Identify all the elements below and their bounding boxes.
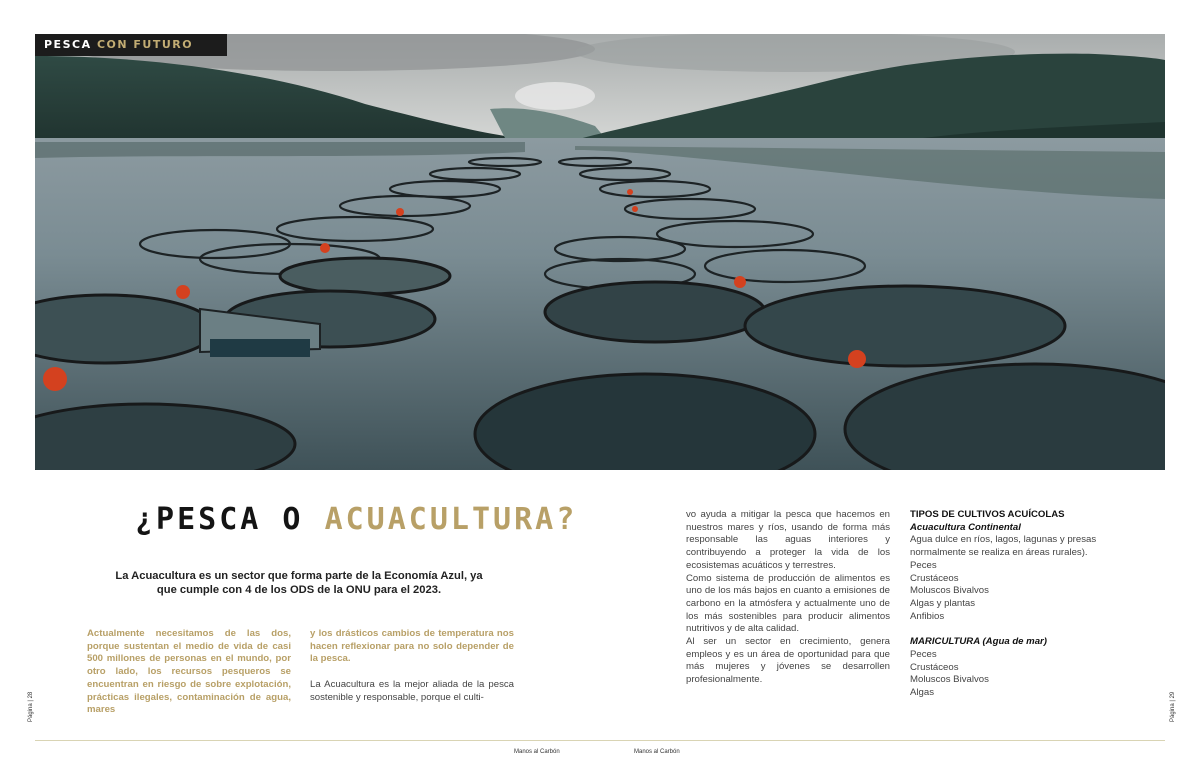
footer-right: Manos al Carbón: [634, 749, 680, 755]
mariculture-title: MARICULTURA (Agua de mar): [910, 636, 1047, 648]
col3-paragraph-2: Como sistema de producción de alimentos es uno de los más bajos en cuanto a emisiones de carbono en la atmósfera y actualmente uno de los más sostenibles para producir alimentos nutritivos y de alta calidad.: [686, 572, 890, 635]
body-column-2: [310, 628, 514, 705]
page-number-left: Página | 28: [28, 691, 34, 722]
title-part2: ACUACULTURA?: [324, 502, 578, 537]
list-item: Anfibios: [910, 610, 945, 622]
lead-paragraph: La Acuacultura es un sector que forma parte de la Economía Azul, ya que cumple con 4 de los ODS de la ONU para el 2023.: [115, 570, 483, 596]
col2-highlight: y los drásticos cambios de temperatura nos hacen reflexionar para no solo depender de la pesca.: [310, 628, 514, 665]
section-tag: [35, 34, 227, 56]
list-item: Moluscos Bivalvos: [910, 585, 989, 597]
list-item: Moluscos Bivalvos: [910, 674, 989, 686]
list-item: Peces: [910, 649, 937, 661]
list-item: Algas: [910, 687, 934, 699]
article-title: [135, 502, 577, 537]
list-item: Algas y plantas: [910, 597, 976, 609]
body-column-1: Actualmente necesitamos de las dos, porque sustentan el medio de vida de casi 500 millones de personas en el mundo, por otro lado, los recursos pesqueros se encuentran en riesgo de sobre explotación, prácticas ilegales, contaminación de agua, mares: [87, 628, 291, 716]
body-column-3: [686, 509, 890, 687]
continental-description: Agua dulce en ríos, lagos, lagunas y presas normalmente se realiza en áreas rurales).: [910, 534, 1097, 559]
sidebar-cultivation-types: [910, 509, 1115, 700]
col3-paragraph-1: vo ayuda a mitigar la pesca que hacemos en nuestros mares y ríos, usando de forma más responsable las aguas interiores y contribuyendo a proteger la vida de los ecosistemas acuáticos y terrestres.: [686, 509, 890, 571]
list-item: Peces: [910, 559, 937, 571]
footer-divider: [35, 740, 1165, 741]
list-item: Crustáceos: [910, 572, 959, 584]
footer-left: Manos al Carbón: [514, 749, 560, 755]
col2-body: La Acuacultura es la mejor aliada de la pesca sostenible y responsable, porque el culti-: [310, 679, 514, 703]
section-tag-accent: CON FUTURO: [96, 38, 194, 51]
continental-title: Acuacultura Continental: [910, 521, 1021, 533]
hero-photo: [35, 34, 1165, 470]
section-tag-prefix: PESCA: [44, 38, 92, 51]
col3-paragraph-3: Al ser un sector en crecimiento, genera empleos y es un área de oportunidad para que más mujeres y jóvenes se desarrollen profesionalmente.: [686, 636, 890, 686]
sidebar-heading: TIPOS DE CULTIVOS ACUÍCOLAS: [910, 509, 1065, 520]
page-number-right: Página | 29: [1170, 691, 1176, 722]
title-part1: ¿PESCA O: [135, 502, 325, 537]
fish-farm-cages-illustration: [35, 34, 1165, 470]
list-item: Crustáceos: [910, 661, 959, 673]
